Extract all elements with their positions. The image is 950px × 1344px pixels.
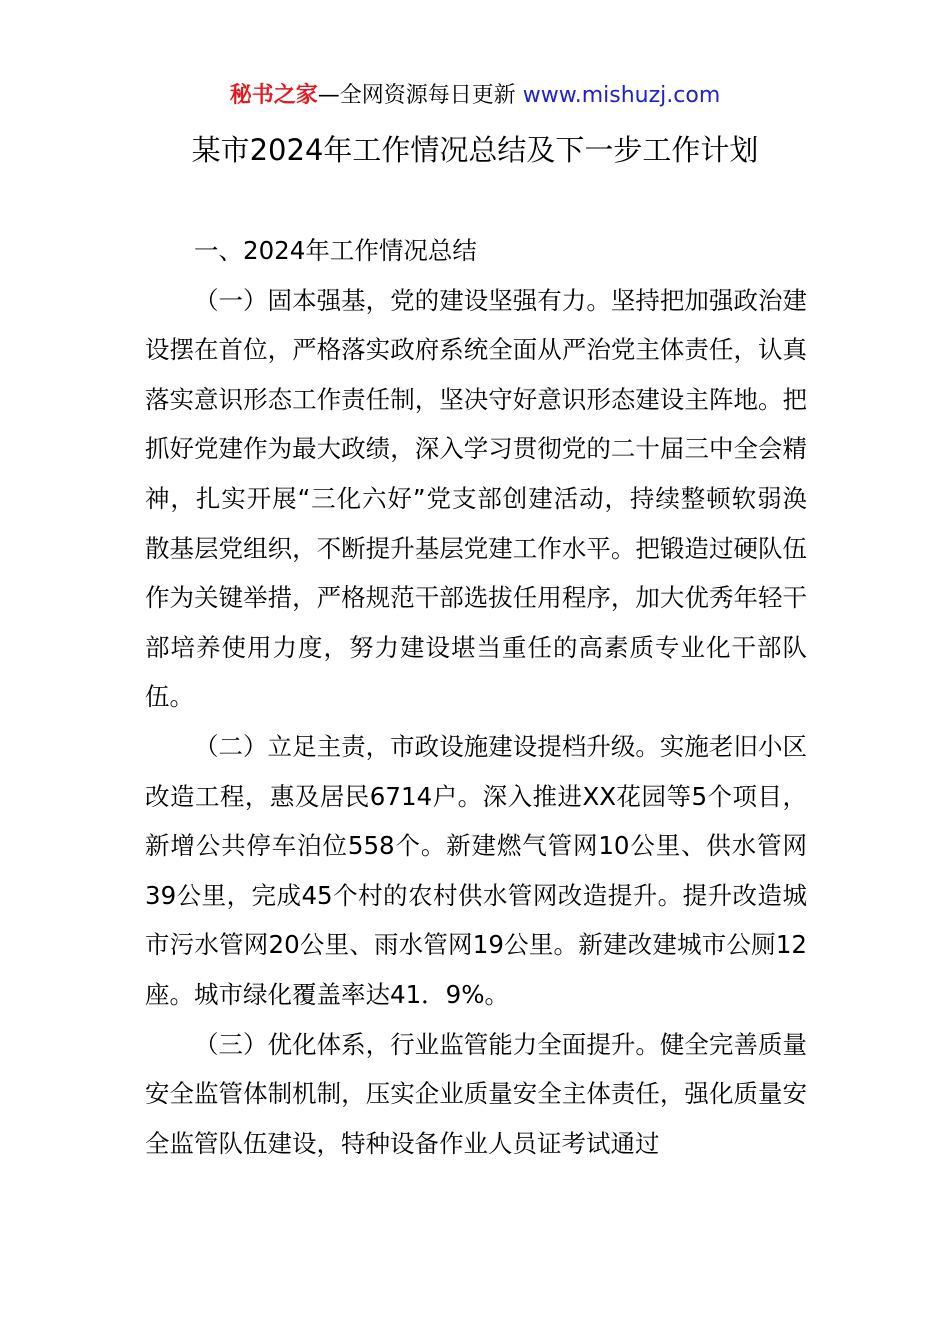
document-body — [145, 226, 807, 1168]
site-url-link[interactable]: www.mishuzj.com — [522, 83, 721, 108]
site-banner — [0, 80, 950, 112]
paragraph-municipal-facilities: （二）立足主责，市政设施建设提档升级。实施老旧小区改造工程，惠及居民6714户。深入推进XX花园等5个项目，新增公共停车泊位558个。新建燃气管网10公里、供水管网39公里，完成45个村的农村供水管网改造提升。提升改造城市污水管网20公里、雨水管网19公里。新建改建城市公厕12座。城市绿化覆盖率达41．9%。 — [145, 731, 807, 1009]
site-slogan: —全网资源每日更新 — [317, 83, 523, 108]
paragraph-party-building: （一）固本强基，党的建设坚强有力。坚持把加强政治建设摆在首位，严格落实政府系统全面从严治党主体责任，认真落实意识形态工作责任制，坚决守好意识形态建设主阵地。把抓好党建作为最大政绩，深入学习贯彻党的二十届三中全会精神，扎实开展“三化六好”党支部创建活动，持续整顿软弱涣散基层党组织，不断提升基层党建工作水平。把锻造过硬队伍作为关键举措，严格规范干部选拔任用程序，加大优秀年轻干部培养使用力度，努力建设堪当重任的高素质专业化干部队伍。 — [145, 285, 807, 712]
section-heading: 一、2024年工作情况总结 — [194, 236, 477, 265]
document-title: 某市2024年工作情况总结及下一步工作计划 — [191, 133, 759, 167]
site-brand: 秘书之家 — [229, 83, 318, 108]
paragraph-industry-supervision: （三）优化体系，行业监管能力全面提升。健全完善质量安全监管体制机制，压实企业质量安全主体责任，强化质量安全监管队伍建设，特种设备作业人员证考试通过 — [145, 1029, 807, 1158]
